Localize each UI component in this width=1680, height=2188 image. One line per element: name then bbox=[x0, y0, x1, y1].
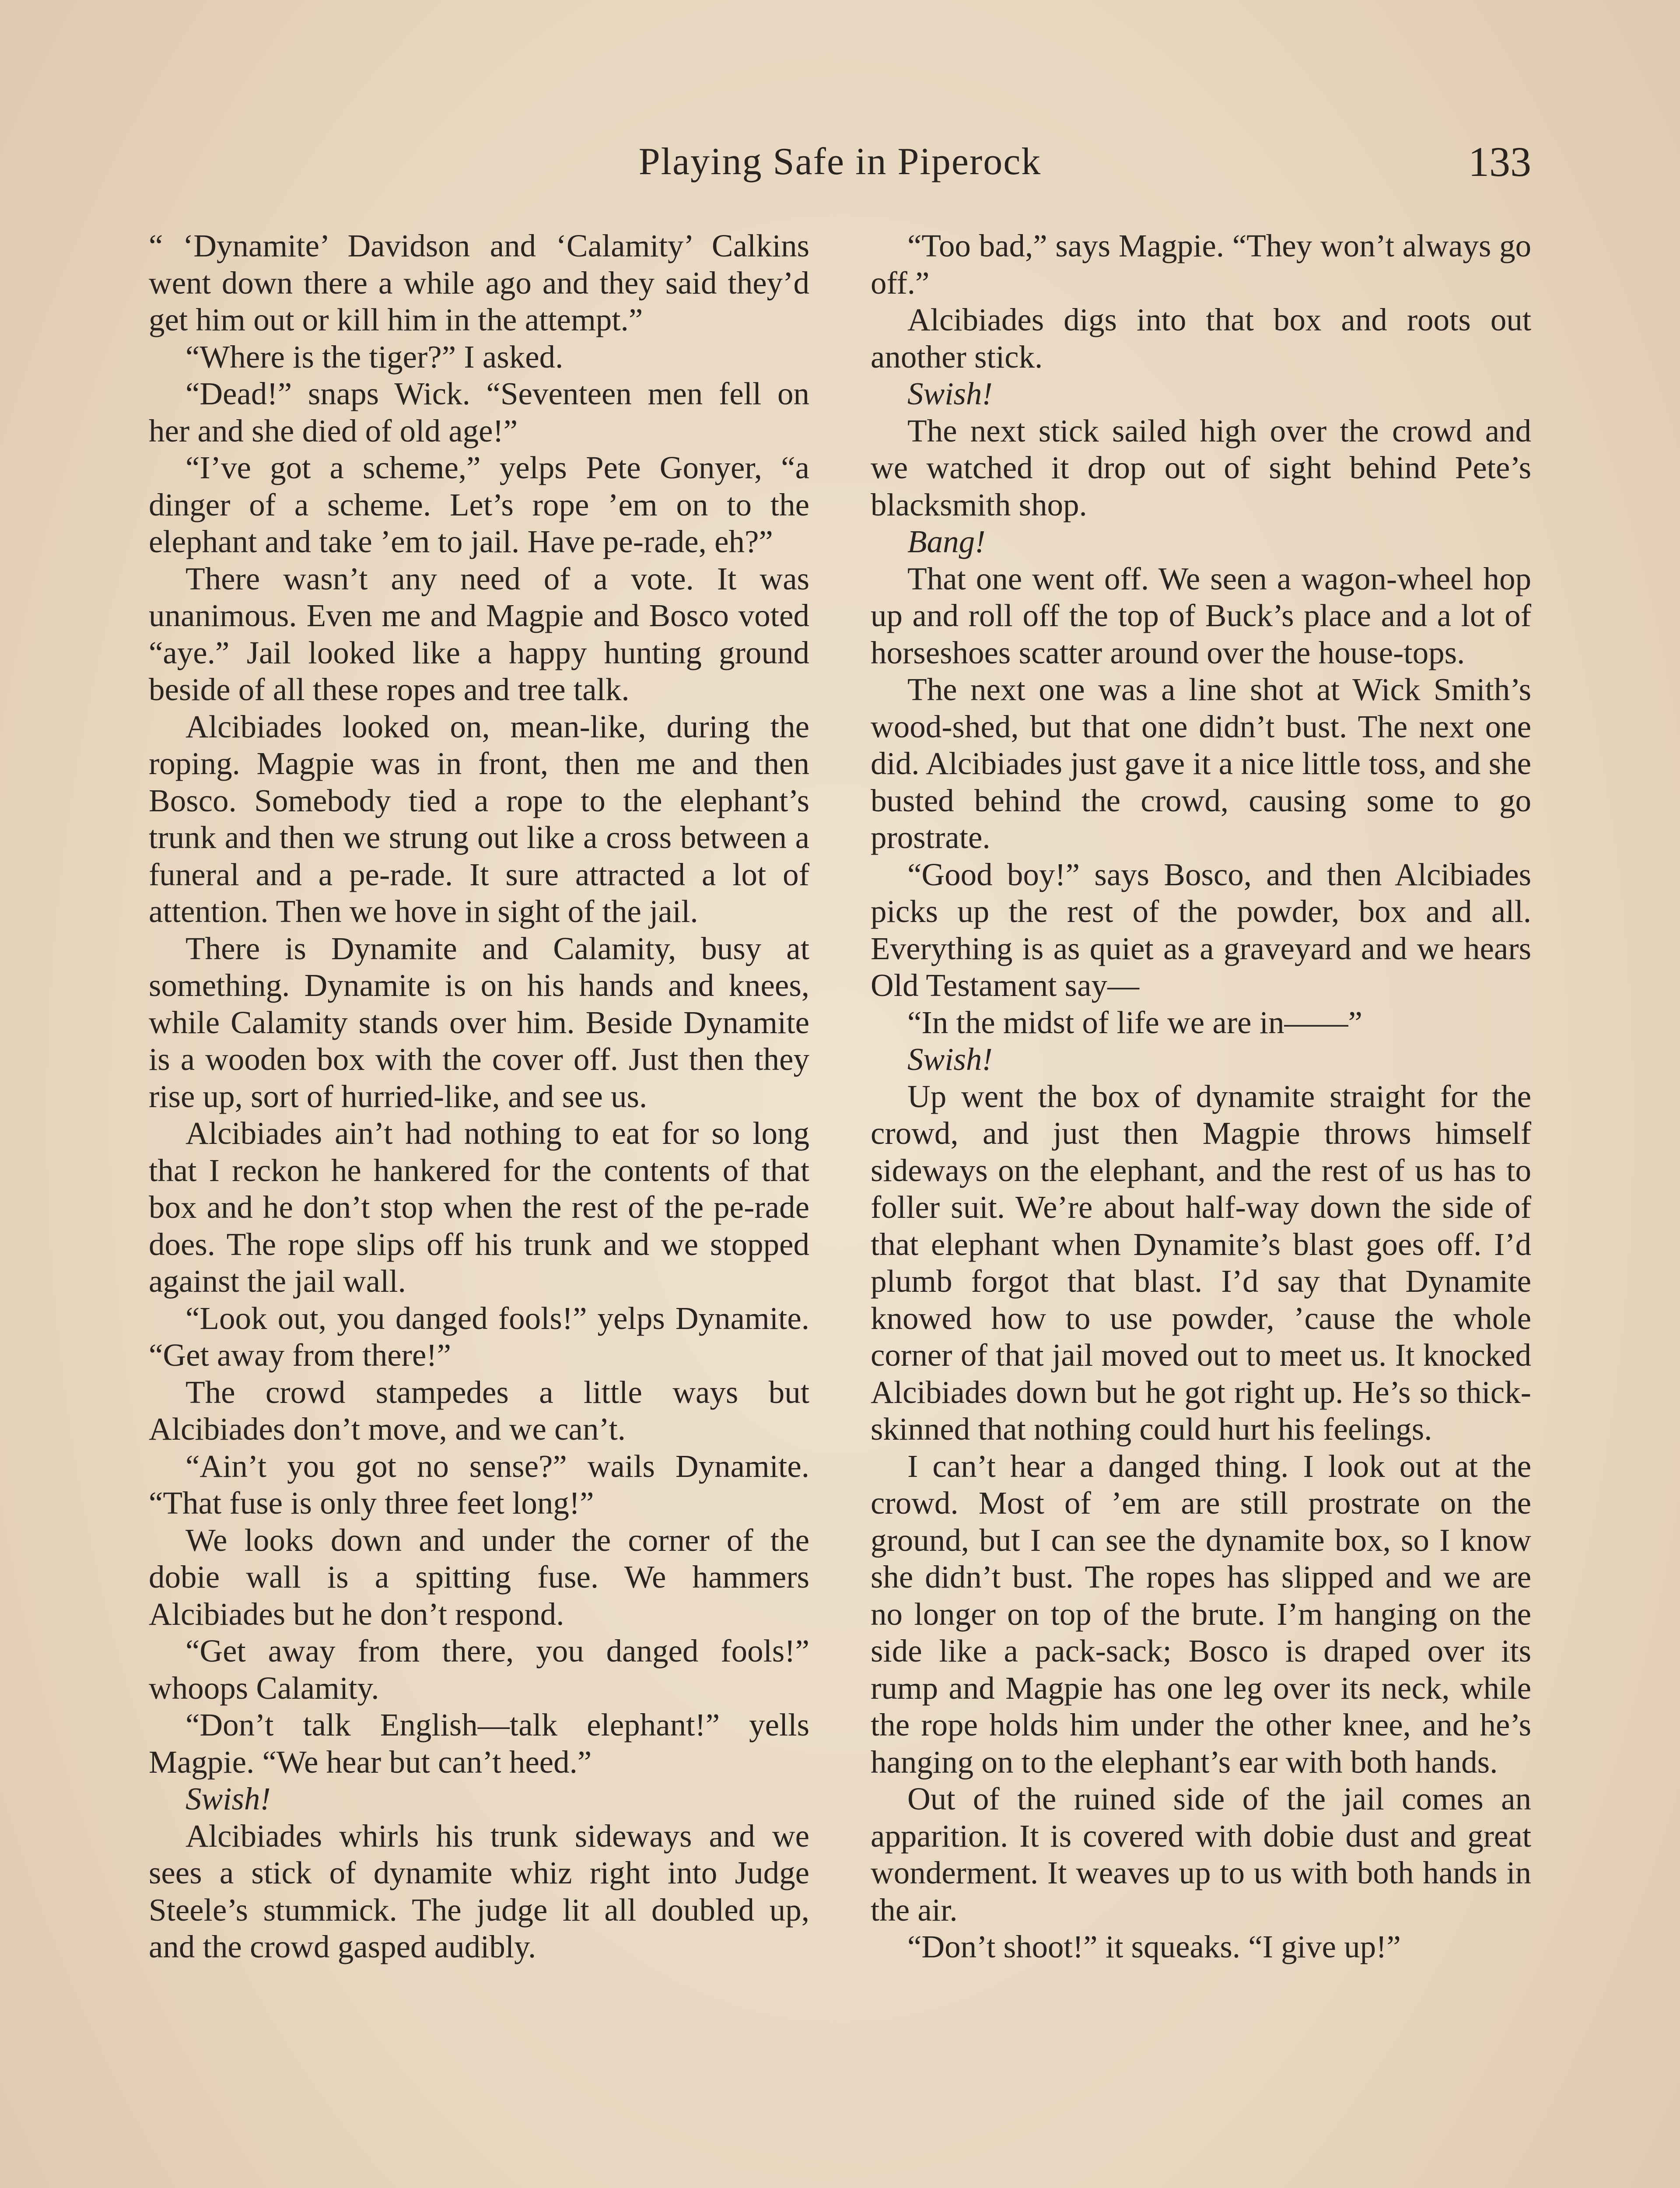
paragraph: There wasn’t any need of a vote. It was unanimous. Even me and Magpie and Bosco voted “aye.” Jail looked like a happy hunting ground beside of all these ropes and tree talk. bbox=[149, 561, 809, 707]
paragraph: “ ‘Dynamite’ Davidson and ‘Calamity’ Calkins went down there a while ago and they said they’d get him out or kill him in the attempt.” bbox=[149, 228, 809, 337]
paragraph: We looks down and under the corner of the dobie wall is a spitting fuse. We hammers Alcibiades but he don’t respond. bbox=[149, 1522, 809, 1632]
paragraph: Alcibiades ain’t had nothing to eat for so long that I reckon he hankered for the contents of that box and he don’t stop when the rest of the pe-rade does. The rope slips off his trunk and we stopped against the jail wall. bbox=[149, 1115, 809, 1299]
paragraph: Swish! bbox=[907, 1041, 993, 1077]
paragraph: “Don’t shoot!” it squeaks. “I give up!” bbox=[907, 1929, 1401, 1964]
paragraph: The crowd stampedes a little ways but Alcibiades don’t move, and we can’t. bbox=[149, 1374, 809, 1447]
paragraph: “In the midst of life we are in——” bbox=[907, 1004, 1362, 1040]
paragraph: “I’ve got a scheme,” yelps Pete Gonyer, “a dinger of a scheme. Let’s rope ’em on to the elephant and take ’em to jail. Have pe-rade, eh?” bbox=[149, 450, 809, 559]
paragraph: Swish! bbox=[186, 1781, 271, 1816]
page-number: 133 bbox=[1468, 138, 1531, 185]
paragraph: I can’t hear a danged thing. I look out at the crowd. Most of ’em are still prostrate on the ground, but I can see the dynamite box, so I know she didn’t bust. The ropes has slipped and we are no longer on top of the brute. I’m hanging on the side like a pack-sack; Bosco is draped over its rump and Magpie has one leg over its neck, while the rope holds him under the other knee, and he’s hanging on to the elephant’s ear with both hands. bbox=[871, 1448, 1531, 1780]
paragraph: Alcibiades whirls his trunk sideways and we sees a stick of dynamite whiz right into Judge Steele’s stummick. The judge lit all doubled up, and the crowd gasped audibly. bbox=[149, 1818, 809, 1964]
paragraph: “Ain’t you got no sense?” wails Dynamite. “That fuse is only three feet long!” bbox=[149, 1448, 809, 1521]
paragraph: Up went the box of dynamite straight for the crowd, and just then Magpie throws himself sideways on the elephant, and the rest of us has to foller suit. We’re about half-way down the side of that elephant when Dynamite’s blast goes off. I’d plumb forgot that blast. I’d say that Dynamite knowed how to use powder, ’cause the whole corner of that jail moved out to meet us. It knocked Alcibiades down but he got right up. He’s so thick-skinned that nothing could hurt his feelings. bbox=[871, 1078, 1531, 1447]
paragraph: The next stick sailed high over the crowd and we watched it drop out of sight behind Pete’s blacksmith shop. bbox=[871, 413, 1531, 522]
paragraph: Out of the ruined side of the jail comes an apparition. It is covered with dobie dust and great wonderment. It weaves up to us with both hands in the air. bbox=[871, 1781, 1531, 1928]
paragraph: “Don’t talk English—talk elephant!” yells Magpie. “We hear but can’t heed.” bbox=[149, 1707, 809, 1780]
paragraph: Alcibiades digs into that box and roots out another stick. bbox=[871, 302, 1531, 375]
paragraph: Bang! bbox=[907, 524, 986, 559]
left-column bbox=[149, 228, 809, 1966]
paragraph: “Too bad,” says Magpie. “They won’t always go off.” bbox=[871, 228, 1531, 301]
paragraph: “Where is the tiger?” I asked. bbox=[186, 339, 564, 375]
paragraph: There is Dynamite and Calamity, busy at something. Dynamite is on his hands and knees, while Calamity stands over him. Beside Dynamite is a wooden box with the cover off. Just then they rise up, sort of hurried-like, and see us. bbox=[149, 930, 809, 1114]
text-columns bbox=[149, 228, 1531, 1966]
paragraph: Swish! bbox=[907, 376, 993, 411]
paragraph: “Good boy!” says Bosco, and then Alcibiades picks up the rest of the powder, box and all. Everything is as quiet as a graveyard and we hears Old Testament say— bbox=[871, 856, 1531, 1003]
paragraph: Alcibiades looked on, mean-like, during the roping. Magpie was in front, then me and then Bosco. Somebody tied a rope to the elephant’s trunk and then we strung out like a cross between a funeral and a pe-rade. It sure attracted a lot of attention. Then we hove in sight of the jail. bbox=[149, 708, 809, 929]
running-title: Playing Safe in Piperock bbox=[638, 140, 1042, 183]
page-header bbox=[149, 131, 1531, 193]
paragraph: That one went off. We seen a wagon-wheel hop up and roll off the top of Buck’s place and a lot of horseshoes scatter around over the house-tops. bbox=[871, 561, 1531, 670]
paragraph: “Get away from there, you danged fools!” whoops Calamity. bbox=[149, 1633, 809, 1706]
paragraph: “Dead!” snaps Wick. “Seventeen men fell on her and she died of old age!” bbox=[149, 376, 809, 449]
paragraph: “Look out, you danged fools!” yelps Dynamite. “Get away from there!” bbox=[149, 1300, 809, 1373]
paragraph: The next one was a line shot at Wick Smith’s wood-shed, but that one didn’t bust. The next one did. Alcibiades just gave it a nice little toss, and she busted behind the crowd, causing some to go prostrate. bbox=[871, 672, 1531, 855]
right-column bbox=[871, 228, 1531, 1966]
